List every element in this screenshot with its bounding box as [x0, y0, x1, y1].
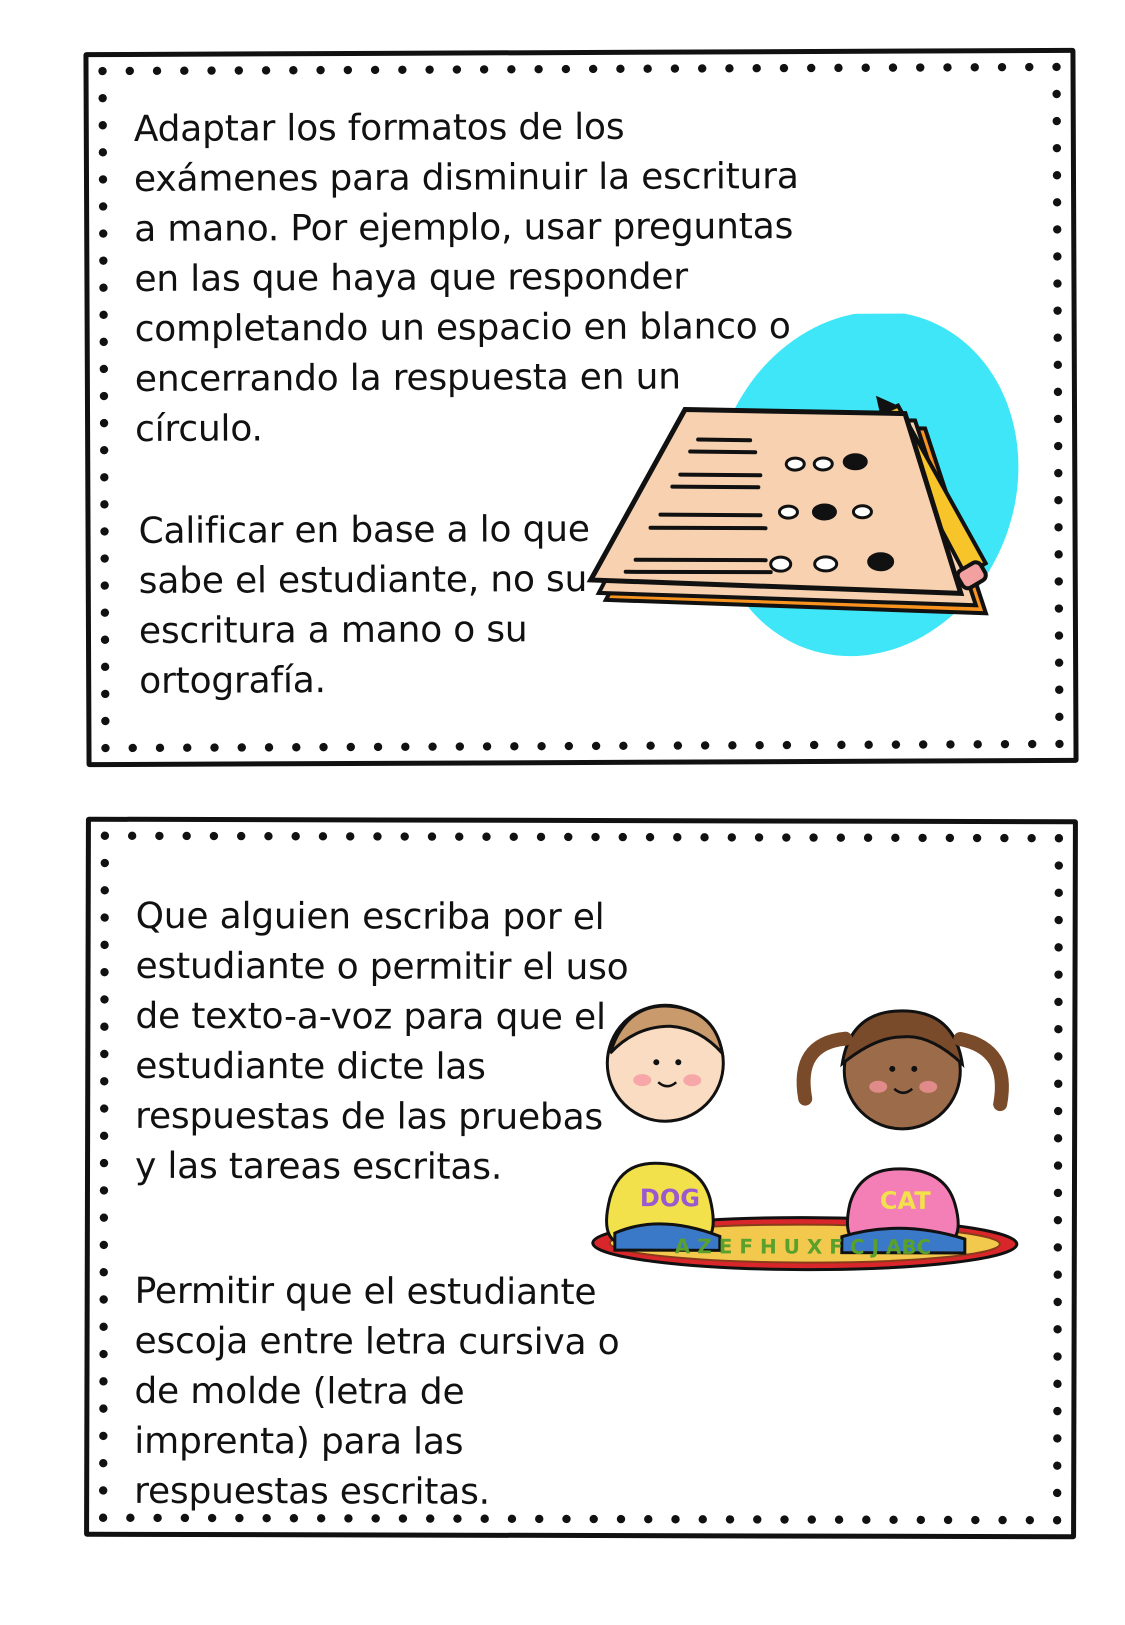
frame-dot [971, 63, 979, 71]
frame-dot [862, 64, 870, 72]
frame-dot [728, 833, 736, 841]
frame-dot [100, 527, 108, 535]
frame-dot [998, 1516, 1006, 1524]
frame-dot [99, 1486, 107, 1494]
frame-dot [864, 741, 872, 749]
frame-dot [755, 833, 763, 841]
frame-dot [725, 64, 733, 72]
frame-dot [1055, 604, 1063, 612]
frame-dot [1054, 1107, 1062, 1115]
frame-dot [699, 1515, 707, 1523]
frame-dot [1028, 740, 1036, 748]
frame-dot [1054, 1243, 1062, 1251]
frame-dot [780, 1515, 788, 1523]
frame-dot [1053, 252, 1061, 260]
frame-dot [1055, 889, 1063, 897]
frame-dot [835, 1515, 843, 1523]
frame-dot [1053, 1407, 1061, 1415]
frame-dot [453, 65, 461, 73]
frame-dot [101, 690, 109, 698]
frame-dot [919, 740, 927, 748]
frame-dot [99, 121, 107, 129]
frame-dot [99, 256, 107, 264]
frame-dot [1055, 740, 1063, 748]
frame-dot [862, 1516, 870, 1524]
frame-dot [155, 832, 163, 840]
frame-dot [319, 832, 327, 840]
frame-dot [671, 64, 679, 72]
frame-dot [1053, 1298, 1061, 1306]
test-paper-pencil-icon [580, 313, 1022, 685]
frame-dot [889, 1516, 897, 1524]
frame-dot [944, 1516, 952, 1524]
frame-dot [1054, 442, 1062, 450]
frame-dot [100, 1132, 108, 1140]
frame-dot [265, 743, 273, 751]
frame-dot [510, 742, 518, 750]
card-1-paragraph-1: Adaptar los formatos de los exámenes para disminuir la escritura a mano. Por ejemplo, usar preguntas en las que haya que responder completando un espacio en blanco o encerrando la respuesta en un círculo. [133, 106, 799, 450]
boy [606, 1005, 723, 1250]
frame-dot [510, 833, 518, 841]
frame-dot [1053, 1352, 1061, 1360]
frame-dot [1055, 834, 1063, 842]
frame-dot [809, 833, 817, 841]
frame-dot [1053, 279, 1061, 287]
frame-dot [1054, 998, 1062, 1006]
frame-dot [1054, 1271, 1062, 1279]
frame-dot [99, 229, 107, 237]
frame-dot [780, 64, 788, 72]
frame-dot [1053, 1461, 1061, 1469]
frame-dot [1053, 171, 1061, 179]
frame-dot [1053, 225, 1061, 233]
frame-dot [100, 1213, 108, 1221]
kids-on-alphabet-rug-icon [580, 998, 1031, 1299]
frame-dot [264, 832, 272, 840]
frame-dot [99, 284, 107, 292]
frame-dot [183, 744, 191, 752]
frame-dot [1054, 550, 1062, 558]
frame-dot [592, 742, 600, 750]
frame-dot [1055, 861, 1063, 869]
frame-dot [1054, 1080, 1062, 1088]
frame-dot [235, 66, 243, 74]
frame-dot [347, 743, 355, 751]
frame-dot [98, 94, 106, 102]
frame-dot [480, 65, 488, 73]
frame-dot [1001, 740, 1009, 748]
frame-dot [698, 64, 706, 72]
frame-dot [99, 338, 107, 346]
frame-dot [99, 1323, 107, 1331]
frame-dot [1053, 198, 1061, 206]
frame-dot [101, 717, 109, 725]
frame-dot [1053, 306, 1061, 314]
frame-dot [1055, 577, 1063, 585]
frame-dot [182, 832, 190, 840]
frame-dot [100, 1104, 108, 1112]
frame-dot [319, 743, 327, 751]
frame-dot [99, 1377, 107, 1385]
frame-dot [753, 1515, 761, 1523]
frame-dot [101, 886, 109, 894]
frame-dot [1054, 1134, 1062, 1142]
frame-dot [671, 1515, 679, 1523]
frame-dot [425, 65, 433, 73]
frame-dot [99, 175, 107, 183]
frame-dot [129, 744, 137, 752]
frame-dot [1055, 658, 1063, 666]
frame-dot [1053, 1516, 1061, 1524]
frame-dot [946, 740, 954, 748]
frame-dot [99, 1350, 107, 1358]
frame-dot [1052, 63, 1060, 71]
frame-dot [1053, 334, 1061, 342]
frame-dot [101, 581, 109, 589]
frame-dot [1053, 117, 1061, 125]
frame-dot [643, 64, 651, 72]
frame-dot [1053, 1434, 1061, 1442]
frame-dot [100, 1050, 108, 1058]
frame-dot [126, 67, 134, 75]
frame-dot [100, 1186, 108, 1194]
girl-shirt-text: CAT [879, 1186, 931, 1215]
frame-dot [619, 742, 627, 750]
frame-dot [1054, 916, 1062, 924]
frame-dot [401, 832, 409, 840]
frame-dot [1054, 1052, 1062, 1060]
frame-dot [128, 832, 136, 840]
frame-dot [100, 968, 108, 976]
frame-dot [701, 741, 709, 749]
frame-dot [210, 832, 218, 840]
frame-dot [1027, 834, 1035, 842]
frame-dot [864, 834, 872, 842]
frame-dot [401, 743, 409, 751]
frame-dot [455, 832, 463, 840]
frame-dot [946, 834, 954, 842]
frame-dot [371, 66, 379, 74]
frame-dot [646, 833, 654, 841]
frame-dot [210, 743, 218, 751]
frame-dot [537, 742, 545, 750]
frame-dot [1053, 1489, 1061, 1497]
frame-dot [943, 63, 951, 71]
frame-dot [591, 833, 599, 841]
frame-dot [156, 744, 164, 752]
frame-dot [289, 66, 297, 74]
frame-dot [1054, 943, 1062, 951]
frame-dot [1025, 63, 1033, 71]
frame-dot [810, 741, 818, 749]
frame-dot [100, 392, 108, 400]
frame-dot [1000, 834, 1008, 842]
frame-dot [100, 941, 108, 949]
frame-dot [99, 202, 107, 210]
frame-dot [1054, 415, 1062, 423]
frame-dot [1054, 361, 1062, 369]
frame-dot [101, 859, 109, 867]
frame-dot [100, 365, 108, 373]
frame-dot [673, 833, 681, 841]
frame-dot [971, 1516, 979, 1524]
frame-dot [99, 1404, 107, 1412]
frame-dot [916, 63, 924, 71]
frame-dot [1054, 1025, 1062, 1033]
frame-dot [153, 67, 161, 75]
frame-dot [100, 500, 108, 508]
frame-dot [1053, 1380, 1061, 1388]
frame-dot [100, 1077, 108, 1085]
frame-dot [346, 832, 354, 840]
frame-dot [1053, 1325, 1061, 1333]
card-1-paragraph-2: Calificar en base a lo que sabe el estudiante, no su escritura a mano o su ortografía. [138, 508, 590, 702]
frame-dot [101, 744, 109, 752]
frame-dot [646, 741, 654, 749]
frame-dot [619, 833, 627, 841]
frame-dot [507, 65, 515, 73]
frame-dot [726, 1515, 734, 1523]
frame-dot [837, 833, 845, 841]
frame-dot [537, 833, 545, 841]
frame-dot [291, 832, 299, 840]
frame-dot [99, 311, 107, 319]
frame-dot [238, 743, 246, 751]
frame-dot [483, 742, 491, 750]
frame-dot [589, 65, 597, 73]
rug-letters: A Z E F H U X F C J ABC [674, 1234, 932, 1259]
frame-dot [1055, 631, 1063, 639]
frame-dot [564, 833, 572, 841]
frame-dot [100, 446, 108, 454]
frame-dot [918, 834, 926, 842]
frame-dot [1052, 90, 1060, 98]
frame-dot [99, 1514, 107, 1522]
frame-dot [562, 65, 570, 73]
frame-dot [456, 742, 464, 750]
frame-dot [783, 741, 791, 749]
frame-dot [101, 636, 109, 644]
frame-dot [316, 66, 324, 74]
frame-dot [344, 66, 352, 74]
frame-dot [373, 832, 381, 840]
tip-card-2 [84, 817, 1078, 1540]
frame-dot [1054, 388, 1062, 396]
frame-dot [644, 1515, 652, 1523]
frame-dot [1054, 523, 1062, 531]
frame-dot [674, 741, 682, 749]
frame-dot [1054, 1189, 1062, 1197]
frame-dot [398, 66, 406, 74]
frame-dot [100, 1268, 108, 1276]
frame-dot [973, 834, 981, 842]
frame-dot [973, 740, 981, 748]
frame-dot [99, 148, 107, 156]
frame-dot [782, 833, 790, 841]
frame-dot [99, 1432, 107, 1440]
boy-shirt-text: DOG [639, 1184, 701, 1213]
frame-dot [100, 554, 108, 562]
frame-dot [100, 995, 108, 1003]
frame-dot [1054, 1161, 1062, 1169]
card-2-paragraph-2: Permitir que el estudiante escoja entre letra cursiva o de molde (letra de imprenta) para las respuestas escritas. [134, 1270, 620, 1513]
frame-dot [100, 1023, 108, 1031]
frame-dot [428, 832, 436, 840]
frame-dot [1053, 144, 1061, 152]
frame-dot [1026, 1516, 1034, 1524]
frame-dot [728, 741, 736, 749]
frame-dot [100, 419, 108, 427]
frame-dot [837, 741, 845, 749]
frame-dot [616, 65, 624, 73]
frame-dot [207, 66, 215, 74]
frame-dot [1054, 496, 1062, 504]
frame-dot [808, 1515, 816, 1523]
frame-dot [917, 1516, 925, 1524]
frame-dot [998, 63, 1006, 71]
frame-dot [101, 663, 109, 671]
frame-dot [374, 743, 382, 751]
frame-dot [428, 742, 436, 750]
tip-card-1 [83, 48, 1078, 767]
frame-dot [101, 608, 109, 616]
frame-dot [180, 67, 188, 75]
frame-dot [292, 743, 300, 751]
frame-dot [565, 742, 573, 750]
frame-dot [237, 832, 245, 840]
frame-dot [1054, 970, 1062, 978]
frame-dot [1054, 1216, 1062, 1224]
frame-dot [101, 832, 109, 840]
frame-dot [1054, 469, 1062, 477]
frame-dot [482, 833, 490, 841]
frame-dot [534, 65, 542, 73]
frame-dot [1055, 686, 1063, 694]
card-2-paragraph-1: Que alguien escriba por el estudiante o permitir el uso de texto-a-voz para que el estudiante dicte las respuestas de las pruebas y las tareas escritas. [134, 895, 629, 1188]
frame-dot [892, 740, 900, 748]
frame-dot [100, 913, 108, 921]
frame-dot [700, 833, 708, 841]
frame-dot [100, 1159, 108, 1167]
frame-dot [100, 1241, 108, 1249]
frame-dot [889, 63, 897, 71]
frame-dot [100, 473, 108, 481]
frame-dot [891, 834, 899, 842]
frame-dot [752, 64, 760, 72]
frame-dot [98, 67, 106, 75]
frame-dot [807, 64, 815, 72]
frame-dot [99, 1459, 107, 1467]
frame-dot [262, 66, 270, 74]
frame-dot [1055, 713, 1063, 721]
frame-dot [834, 64, 842, 72]
frame-dot [755, 741, 763, 749]
frame-dot [99, 1295, 107, 1303]
